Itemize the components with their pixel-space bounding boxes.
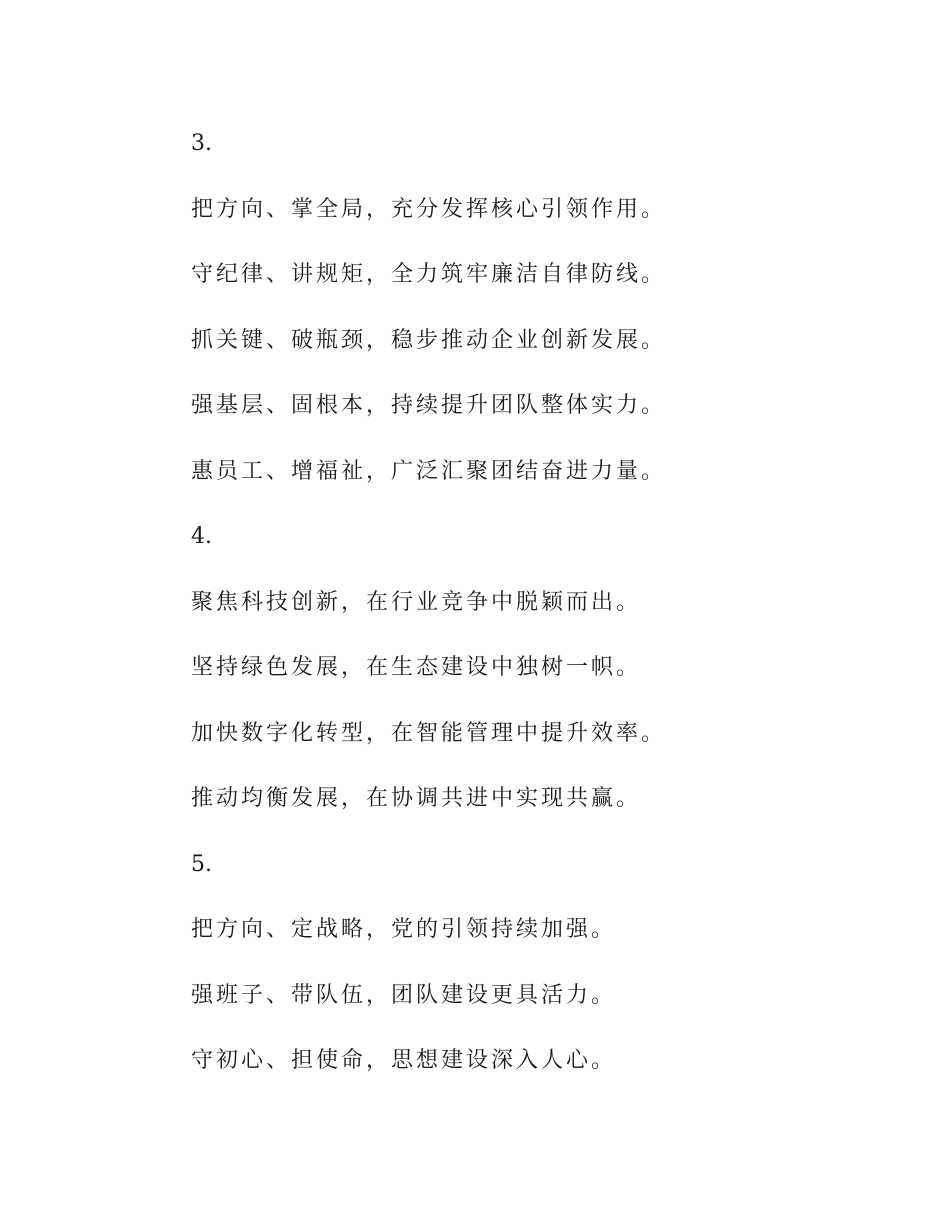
section-number-4: 4. [191, 524, 212, 549]
section-5-line-3: 守初心、担使命，思想建设深入人心。 [191, 1048, 617, 1073]
section-3-line-5: 惠员工、增福祉，广泛汇聚团结奋进力量。 [191, 458, 667, 484]
section-4-line-2: 坚持绿色发展，在生态建设中独树一帜。 [191, 655, 642, 680]
section-4-line-3: 加快数字化转型，在智能管理中提升效率。 [191, 720, 667, 746]
section-4-line-1: 聚焦科技创新，在行业竞争中脱颖而出。 [191, 589, 642, 615]
document-body [191, 126, 891, 1109]
section-4-line-4: 推动均衡发展，在协调共进中实现共赢。 [191, 786, 642, 811]
section-number-5: 5. [191, 851, 212, 877]
section-3-line-1: 把方向、掌全局，充分发挥核心引领作用。 [191, 196, 667, 222]
section-3-line-4: 强基层、固根本，持续提升团队整体实力。 [191, 393, 667, 418]
section-3-line-3: 抓关键、破瓶颈，稳步推动企业创新发展。 [191, 327, 667, 353]
section-5-line-1: 把方向、定战略，党的引领持续加强。 [191, 917, 617, 942]
section-5-line-2: 强班子、带队伍，团队建设更具活力。 [191, 982, 617, 1008]
section-3-line-2: 守纪律、讲规矩，全力筑牢廉洁自律防线。 [191, 262, 667, 287]
section-number-3: 3. [191, 131, 212, 156]
